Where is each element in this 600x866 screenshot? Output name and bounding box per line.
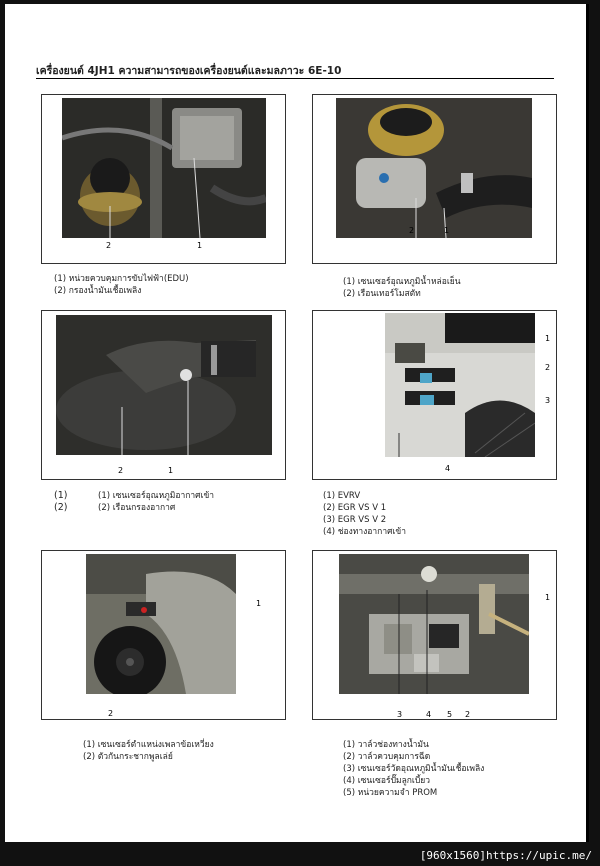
engine-photo-coolant xyxy=(336,98,532,238)
callout-2: 2 xyxy=(465,710,471,719)
callout-2: 2 xyxy=(108,709,114,718)
watermark-text: [960x1560]https://upic.me/ xyxy=(419,849,592,862)
callout-1: 1 xyxy=(444,226,450,235)
engine-photo-evrv xyxy=(385,313,535,457)
page-header: เครื่องยนต์ 4JH1 ความสามารถของเครื่องยนต์และมลภาวะ 6E-10 xyxy=(36,62,554,79)
caption-4: (1) EVRV (2) EGR VS V 1 (3) EGR VS V 2 (4) ช่องทางอากาศเข้า xyxy=(323,491,406,537)
figure-frame-2 xyxy=(312,94,557,264)
callout-1: 1 xyxy=(545,334,551,343)
callout-3: 3 xyxy=(397,710,403,719)
callout-1: 1 xyxy=(168,466,174,475)
caption-3: (1) เซนเซอร์อุณหภูมิอากาศเข้า (2) เรือนกรองอากาศ xyxy=(98,491,215,513)
figure-frame-5 xyxy=(41,550,286,720)
caption-2: (1) เซนเซอร์อุณหภูมิน้ำหล่อเย็น (2) เรือนเทอร์โมสตัท xyxy=(343,277,461,299)
caption-5: (1) เซนเซอร์ตำแหน่งเพลาข้อเหวี่ยง (2) ตัวกันกระชากพูลเล่ย์ xyxy=(83,740,214,762)
callout-2: 2 xyxy=(409,226,415,235)
caption-6: (1) วาล์วช่องทางน้ำมัน (2) วาล์วควบคุมการฉีด (3) เซนเซอร์วัดอุณหภูมิน้ำมันเชื้อเพลิง (4) เซนเซอร์ปั๊มลูกเบี้ยว (5) หน่วยความจำ PROM xyxy=(343,740,485,798)
callout-1: 1 xyxy=(545,593,551,602)
engine-photo-edu xyxy=(62,98,266,238)
callout-4: 4 xyxy=(426,710,432,719)
engine-photo-pump xyxy=(339,554,529,694)
callout-2: 2 xyxy=(106,241,112,250)
callout-2: 2 xyxy=(118,466,124,475)
figure-frame-1 xyxy=(41,94,286,264)
engine-photo-crank xyxy=(86,554,236,694)
caption-3-left: (1) (2) xyxy=(54,490,68,513)
engine-photo-air-intake xyxy=(56,315,272,455)
figure-frame-4 xyxy=(312,310,557,480)
figure-frame-3 xyxy=(41,310,286,480)
figure-frame-6 xyxy=(312,550,557,720)
callout-1: 1 xyxy=(256,599,262,608)
callout-1: 1 xyxy=(197,241,203,250)
callout-4: 4 xyxy=(445,464,451,473)
callout-2: 2 xyxy=(545,363,551,372)
callout-5: 5 xyxy=(447,710,453,719)
caption-1: (1) หน่วยควบคุมการขับไฟฟ้า(EDU) (2) กรองน้ำมันเชื้อเพลิง xyxy=(54,274,189,296)
callout-3: 3 xyxy=(545,396,551,405)
